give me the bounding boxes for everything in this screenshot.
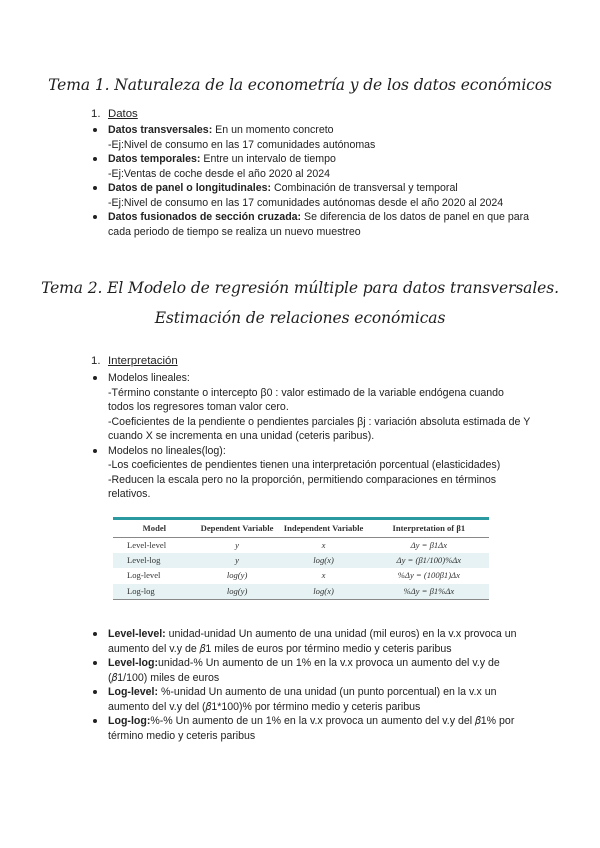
case-text: %-% Un aumento de un 1% en la v.x provoca un aumento del v.y del 𝛽1% por término medio y ceteris paribus	[108, 715, 515, 742]
case-text: unidad-unidad Un aumento de una unidad (mil euros) en la v.x provoca un aumento del v.y de 𝛽1 miles de euros por término medio y ceteris paribus	[108, 628, 517, 655]
table-cell: y	[235, 540, 239, 550]
item-label: Modelos lineales:	[108, 372, 190, 384]
list-item	[91, 685, 531, 714]
list-item	[91, 123, 531, 152]
item-term: Datos de panel o longitudinales:	[108, 182, 272, 194]
section-label: Interpretación	[108, 355, 178, 367]
item-text: Entre un intervalo de tiempo	[200, 153, 336, 165]
table-cell: log(x)	[278, 553, 368, 568]
table-row	[113, 538, 489, 554]
table-cell: Δy = β1Δx	[410, 540, 448, 550]
item-text: En un momento concreto	[212, 124, 334, 136]
table-header: Dependent Variable	[196, 520, 279, 538]
list-item	[91, 627, 531, 656]
case-term: Log-log:	[108, 715, 151, 727]
table-cell: y	[196, 553, 279, 568]
list-item	[91, 714, 531, 743]
item-line: -Los coeficientes de pendientes tienen una interpretación porcentual (elasticidades)	[108, 459, 501, 471]
table-cell: Level-level	[127, 540, 167, 550]
item-line: -Coeficientes de la pendiente o pendientes parciales βj : variación absoluta estimada de Y cuando X se incrementa en una unidad (ceteris paribus).	[108, 415, 531, 442]
item-example: -Ej:Nivel de consumo en las 17 comunidades autónomas desde el año 2020 al 2024	[108, 196, 504, 209]
list-item	[91, 656, 531, 685]
item-label: Modelos no lineales(log):	[108, 444, 226, 457]
datos-list	[91, 123, 531, 239]
table-cell: Log-log	[113, 584, 196, 600]
case-term: Level-log:	[108, 657, 159, 669]
item-text: Combinación de transversal y temporal	[271, 182, 458, 194]
table-cell: log(y)	[226, 570, 248, 581]
item-term: Datos transversales:	[108, 124, 213, 136]
table-row	[113, 553, 489, 568]
tema2-title-line2: Estimación de relaciones económicas	[154, 309, 446, 327]
section-number: 1.	[91, 108, 101, 120]
item-term: Datos fusionados de sección cruzada:	[108, 211, 302, 223]
list-item	[91, 210, 531, 239]
table-header: Model	[113, 520, 196, 538]
table-cell: x	[321, 570, 326, 581]
list-item	[91, 371, 531, 444]
table-cell: log(y)	[196, 584, 279, 600]
interpretation-table	[113, 517, 489, 611]
section-datos-heading	[91, 107, 138, 122]
table-cell: x	[321, 540, 326, 550]
list-item	[91, 152, 531, 181]
table-header: Interpretation of β1	[369, 520, 489, 538]
item-line: -Reducen la escala pero no la proporción, permitiendo comparaciones en términos relativos.	[108, 473, 497, 500]
item-text: Se diferencia de los datos de panel en que para cada periodo de tiempo se realiza un nuevo muestreo	[108, 211, 530, 238]
tema1-title: Tema 1. Naturaleza de la econometría y de los datos económicos	[48, 76, 552, 94]
item-line: -Término constante o intercepto β0 : valor estimado de la variable endógena cuando todos los regresores toman valor cero.	[108, 386, 504, 413]
case-term: Log-level:	[108, 686, 159, 698]
section-number: 1.	[91, 355, 101, 367]
case-term: Level-level:	[108, 628, 166, 640]
table-header: Independent Variable	[278, 520, 368, 538]
case-text: %-unidad Un aumento de una unidad (un punto porcentual) en la v.x un aumento del v.y del (𝛽1*100)% por término medio y ceteris paribus	[108, 686, 497, 713]
table-cell: %Δy = β1%Δx	[369, 584, 489, 600]
section-label: Datos	[108, 108, 138, 120]
table-row	[113, 584, 489, 600]
tema2-title-line1: Tema 2. El Modelo de regresión múltiple para datos transversales.	[41, 279, 559, 297]
list-item	[91, 444, 531, 502]
table-cell: Log-level	[127, 570, 161, 581]
item-term: Datos temporales:	[108, 153, 201, 165]
list-item	[91, 181, 531, 210]
modelos-list	[91, 371, 531, 502]
case-text: unidad-% Un aumento de un 1% en la v.x provoca un aumento del v.y de (𝛽1/100) miles de euros	[108, 657, 500, 684]
table-cell: Δy = (β1/100)%Δx	[369, 553, 489, 568]
item-example: -Ej:Nivel de consumo en las 17 comunidades autónomas	[108, 138, 376, 151]
section-interpretacion-heading	[91, 354, 178, 369]
table-cell: log(x)	[278, 584, 368, 600]
cases-list	[91, 627, 531, 743]
table-cell: %Δy = (100β1)Δx	[397, 570, 460, 581]
table-row	[113, 568, 489, 583]
item-example: -Ej:Ventas de coche desde el año 2020 al 2024	[108, 167, 331, 180]
table-cell: Level-log	[113, 553, 196, 568]
